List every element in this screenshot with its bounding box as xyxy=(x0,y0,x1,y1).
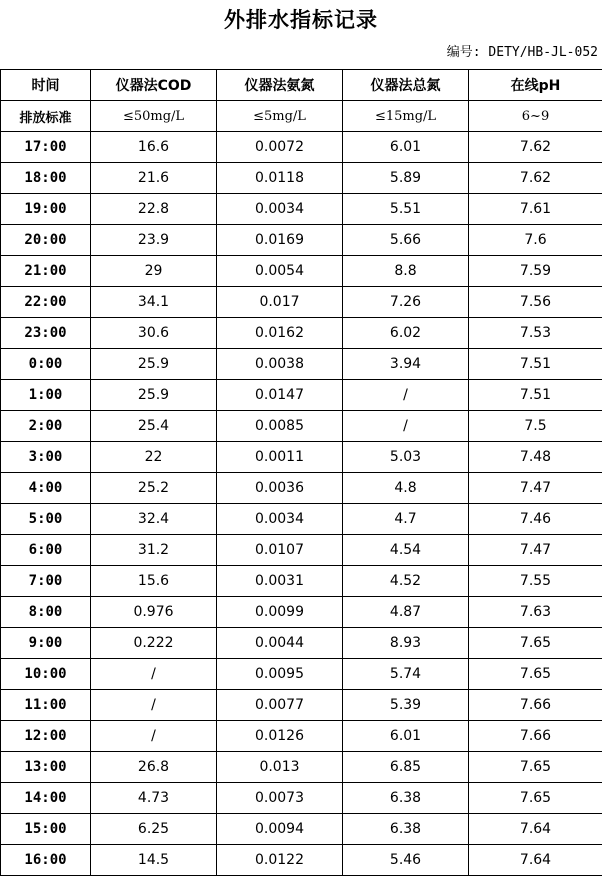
ammonia-nitrogen-cell: 0.017 xyxy=(217,287,343,318)
cod-cell: 31.2 xyxy=(91,535,217,566)
time-cell: 10:00 xyxy=(1,659,91,690)
ammonia-nitrogen-cell: 0.0077 xyxy=(217,690,343,721)
ammonia-nitrogen-cell: 0.0118 xyxy=(217,163,343,194)
total-nitrogen-cell: 6.01 xyxy=(343,132,469,163)
ammonia-nitrogen-cell: 0.013 xyxy=(217,752,343,783)
ph-cell: 7.48 xyxy=(469,442,602,473)
time-cell: 23:00 xyxy=(1,318,91,349)
total-nitrogen-cell: 4.52 xyxy=(343,566,469,597)
ammonia-nitrogen-cell: 0.0011 xyxy=(217,442,343,473)
total-nitrogen-cell: 5.51 xyxy=(343,194,469,225)
table-row xyxy=(1,721,602,752)
table-row xyxy=(1,349,602,380)
header-total-nitrogen: 仪器法总氮 xyxy=(343,70,469,101)
time-cell: 21:00 xyxy=(1,256,91,287)
table-row xyxy=(1,132,602,163)
cod-cell: 6.25 xyxy=(91,814,217,845)
ph-cell: 7.61 xyxy=(469,194,602,225)
total-nitrogen-cell: 4.7 xyxy=(343,504,469,535)
total-nitrogen-cell: 4.87 xyxy=(343,597,469,628)
table-row xyxy=(1,566,602,597)
cod-cell: 30.6 xyxy=(91,318,217,349)
total-nitrogen-cell: 6.38 xyxy=(343,814,469,845)
cod-cell: / xyxy=(91,721,217,752)
data-table xyxy=(0,69,602,876)
cod-cell: 25.2 xyxy=(91,473,217,504)
total-nitrogen-cell: 6.38 xyxy=(343,783,469,814)
ammonia-nitrogen-cell: 0.0122 xyxy=(217,845,343,876)
ph-cell: 7.59 xyxy=(469,256,602,287)
cod-cell: 15.6 xyxy=(91,566,217,597)
time-cell: 8:00 xyxy=(1,597,91,628)
ammonia-nitrogen-cell: 0.0038 xyxy=(217,349,343,380)
table-row xyxy=(1,814,602,845)
ammonia-nitrogen-cell: 0.0147 xyxy=(217,380,343,411)
ph-cell: 7.65 xyxy=(469,659,602,690)
table-row xyxy=(1,287,602,318)
table-row xyxy=(1,194,602,225)
total-nitrogen-cell: 7.26 xyxy=(343,287,469,318)
total-nitrogen-cell: 5.66 xyxy=(343,225,469,256)
total-nitrogen-cell: 5.74 xyxy=(343,659,469,690)
time-cell: 7:00 xyxy=(1,566,91,597)
table-row xyxy=(1,690,602,721)
cod-cell: 25.9 xyxy=(91,380,217,411)
table-row xyxy=(1,163,602,194)
ph-cell: 7.62 xyxy=(469,163,602,194)
cod-cell: 29 xyxy=(91,256,217,287)
time-cell: 14:00 xyxy=(1,783,91,814)
time-cell: 5:00 xyxy=(1,504,91,535)
ph-cell: 7.66 xyxy=(469,721,602,752)
table-row xyxy=(1,752,602,783)
table-row xyxy=(1,256,602,287)
total-nitrogen-cell: 8.93 xyxy=(343,628,469,659)
cod-cell: 0.976 xyxy=(91,597,217,628)
total-nitrogen-cell: 5.46 xyxy=(343,845,469,876)
ph-cell: 7.47 xyxy=(469,473,602,504)
ph-cell: 7.62 xyxy=(469,132,602,163)
table-row xyxy=(1,659,602,690)
total-nitrogen-cell: 6.85 xyxy=(343,752,469,783)
table-row xyxy=(1,535,602,566)
total-nitrogen-cell: 5.03 xyxy=(343,442,469,473)
time-cell: 22:00 xyxy=(1,287,91,318)
cod-cell: 21.6 xyxy=(91,163,217,194)
header-cod: 仪器法COD xyxy=(91,70,217,101)
time-cell: 17:00 xyxy=(1,132,91,163)
header-ph: 在线pH xyxy=(469,70,602,101)
page-title: 外排水指标记录 xyxy=(224,7,378,32)
cod-cell: 4.73 xyxy=(91,783,217,814)
cod-cell: 23.9 xyxy=(91,225,217,256)
ammonia-nitrogen-cell: 0.0034 xyxy=(217,504,343,535)
table-row xyxy=(1,504,602,535)
ph-cell: 7.47 xyxy=(469,535,602,566)
time-cell: 0:00 xyxy=(1,349,91,380)
ph-cell: 7.46 xyxy=(469,504,602,535)
ph-cell: 7.51 xyxy=(469,380,602,411)
ammonia-nitrogen-cell: 0.0034 xyxy=(217,194,343,225)
total-nitrogen-cell: 6.02 xyxy=(343,318,469,349)
cod-cell: 16.6 xyxy=(91,132,217,163)
ammonia-nitrogen-cell: 0.0031 xyxy=(217,566,343,597)
time-cell: 12:00 xyxy=(1,721,91,752)
cod-cell: 26.8 xyxy=(91,752,217,783)
ammonia-nitrogen-cell: 0.0126 xyxy=(217,721,343,752)
ammonia-nitrogen-cell: 0.0094 xyxy=(217,814,343,845)
time-cell: 2:00 xyxy=(1,411,91,442)
ph-cell: 7.65 xyxy=(469,783,602,814)
total-nitrogen-cell: / xyxy=(343,380,469,411)
total-nitrogen-cell: 4.54 xyxy=(343,535,469,566)
standard-total-nitrogen: ≤15mg/L xyxy=(343,101,469,132)
ammonia-nitrogen-cell: 0.0169 xyxy=(217,225,343,256)
cod-cell: 25.4 xyxy=(91,411,217,442)
table-row xyxy=(1,845,602,876)
standard-label: 排放标准 xyxy=(1,101,91,132)
total-nitrogen-cell: 5.39 xyxy=(343,690,469,721)
time-cell: 1:00 xyxy=(1,380,91,411)
time-cell: 11:00 xyxy=(1,690,91,721)
ammonia-nitrogen-cell: 0.0054 xyxy=(217,256,343,287)
time-cell: 13:00 xyxy=(1,752,91,783)
time-cell: 19:00 xyxy=(1,194,91,225)
table-row xyxy=(1,411,602,442)
ammonia-nitrogen-cell: 0.0073 xyxy=(217,783,343,814)
total-nitrogen-cell: 6.01 xyxy=(343,721,469,752)
cod-cell: 22 xyxy=(91,442,217,473)
cod-cell: 22.8 xyxy=(91,194,217,225)
time-cell: 18:00 xyxy=(1,163,91,194)
cod-cell: 34.1 xyxy=(91,287,217,318)
total-nitrogen-cell: 4.8 xyxy=(343,473,469,504)
document-number: 编号: DETY/HB-JL-052 xyxy=(446,45,598,60)
cod-cell: 0.222 xyxy=(91,628,217,659)
standard-row xyxy=(1,101,602,132)
ammonia-nitrogen-cell: 0.0072 xyxy=(217,132,343,163)
table-row xyxy=(1,442,602,473)
table-row xyxy=(1,783,602,814)
ph-cell: 7.55 xyxy=(469,566,602,597)
ammonia-nitrogen-cell: 0.0107 xyxy=(217,535,343,566)
table-row xyxy=(1,628,602,659)
table-row xyxy=(1,225,602,256)
standard-ammonia-nitrogen: ≤5mg/L xyxy=(217,101,343,132)
time-cell: 6:00 xyxy=(1,535,91,566)
time-cell: 20:00 xyxy=(1,225,91,256)
time-cell: 16:00 xyxy=(1,845,91,876)
ammonia-nitrogen-cell: 0.0085 xyxy=(217,411,343,442)
ph-cell: 7.64 xyxy=(469,814,602,845)
table-row xyxy=(1,380,602,411)
header-ammonia-nitrogen: 仪器法氨氮 xyxy=(217,70,343,101)
total-nitrogen-cell: 5.89 xyxy=(343,163,469,194)
ph-cell: 7.6 xyxy=(469,225,602,256)
cod-cell: / xyxy=(91,690,217,721)
cod-cell: / xyxy=(91,659,217,690)
ph-cell: 7.65 xyxy=(469,628,602,659)
ammonia-nitrogen-cell: 0.0044 xyxy=(217,628,343,659)
ammonia-nitrogen-cell: 0.0095 xyxy=(217,659,343,690)
time-cell: 9:00 xyxy=(1,628,91,659)
standard-cod: ≤50mg/L xyxy=(91,101,217,132)
table-row xyxy=(1,473,602,504)
ph-cell: 7.51 xyxy=(469,349,602,380)
ph-cell: 7.64 xyxy=(469,845,602,876)
ph-cell: 7.66 xyxy=(469,690,602,721)
table-header-row xyxy=(1,70,602,101)
standard-ph: 6~9 xyxy=(469,101,602,132)
total-nitrogen-cell: 3.94 xyxy=(343,349,469,380)
time-cell: 3:00 xyxy=(1,442,91,473)
ph-cell: 7.56 xyxy=(469,287,602,318)
time-cell: 15:00 xyxy=(1,814,91,845)
ammonia-nitrogen-cell: 0.0099 xyxy=(217,597,343,628)
total-nitrogen-cell: 8.8 xyxy=(343,256,469,287)
ammonia-nitrogen-cell: 0.0162 xyxy=(217,318,343,349)
table-row xyxy=(1,318,602,349)
ammonia-nitrogen-cell: 0.0036 xyxy=(217,473,343,504)
header-time: 时间 xyxy=(1,70,91,101)
ph-cell: 7.5 xyxy=(469,411,602,442)
ph-cell: 7.53 xyxy=(469,318,602,349)
table-row xyxy=(1,597,602,628)
cod-cell: 14.5 xyxy=(91,845,217,876)
cod-cell: 25.9 xyxy=(91,349,217,380)
ph-cell: 7.65 xyxy=(469,752,602,783)
ph-cell: 7.63 xyxy=(469,597,602,628)
cod-cell: 32.4 xyxy=(91,504,217,535)
time-cell: 4:00 xyxy=(1,473,91,504)
table-body xyxy=(1,70,602,876)
total-nitrogen-cell: / xyxy=(343,411,469,442)
